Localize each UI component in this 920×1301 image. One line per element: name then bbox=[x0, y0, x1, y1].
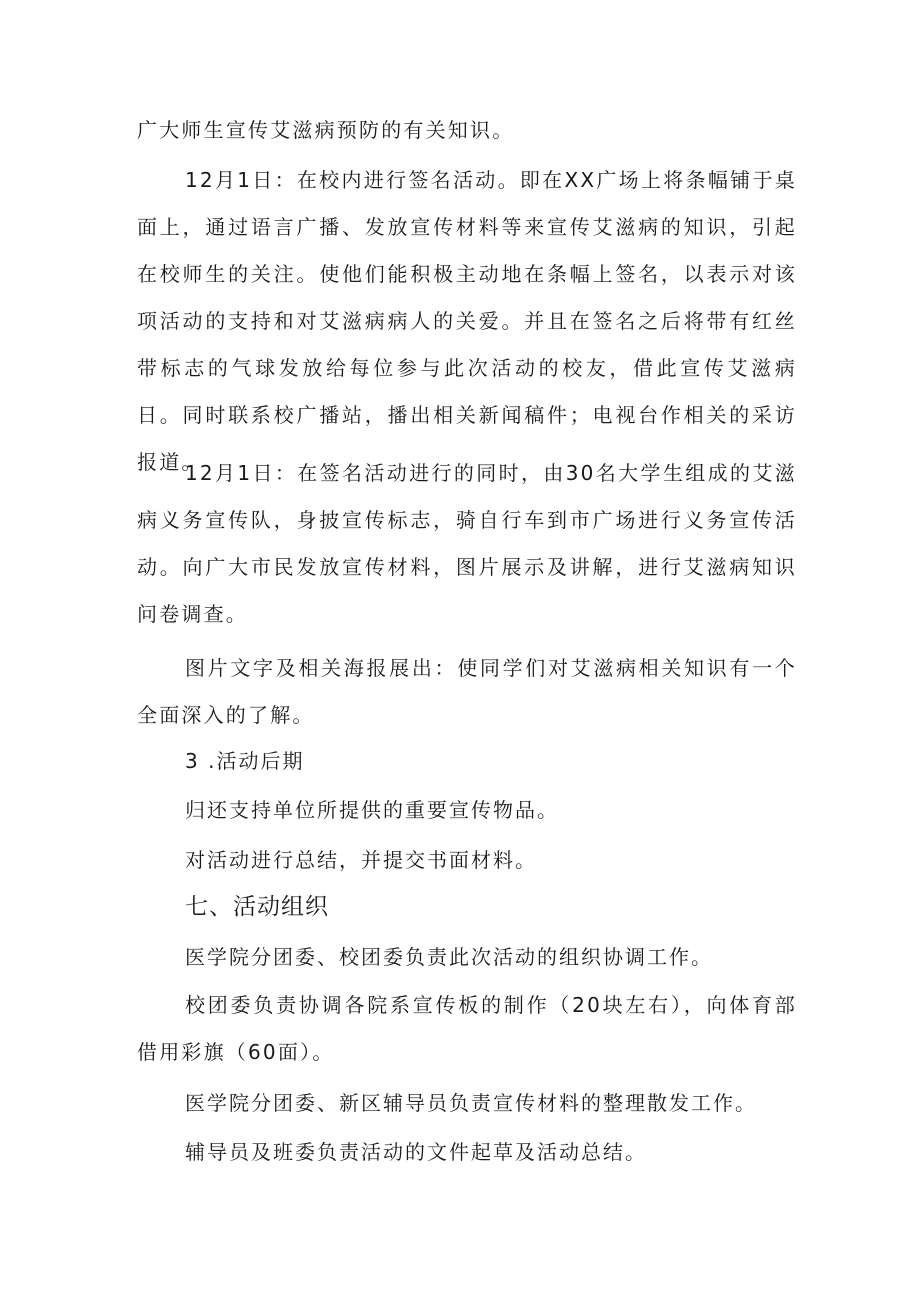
paragraph-boards-flags: 校团委负责协调各院系宣传板的制作（20块左右），向体育部借用彩旗（60面）。 bbox=[137, 993, 797, 1064]
paragraph-coordination: 医学院分团委、校团委负责此次活动的组织协调工作。 bbox=[185, 945, 713, 969]
section-heading-organization: 七、活动组织 bbox=[185, 894, 329, 920]
paragraph-materials-distribution: 医学院分团委、新区辅导员负责宣传材料的整理散发工作。 bbox=[185, 1091, 757, 1115]
paragraph-volunteer-team: 12月1日：在签名活动进行的同时，由30名大学生组成的艾滋病义务宣传队，身披宣传标志，骑自行车到市广场进行义务宣传活动。向广大市民发放宣传材料，图片展示及讲解，进行艾滋病知识问卷调查。 bbox=[137, 461, 797, 626]
paragraph-summary: 对活动进行总结，并提交书面材料。 bbox=[185, 848, 537, 872]
paragraph-drafting: 辅导员及班委负责活动的文件起草及活动总结。 bbox=[185, 1140, 647, 1164]
paragraph-poster-exhibit: 图片文字及相关海报展出：使同学们对艾滋病相关知识有一个全面深入的了解。 bbox=[137, 656, 797, 727]
section-post-activity: 3 .活动后期 bbox=[185, 749, 305, 773]
paragraph-signing-activity: 12月1日：在校内进行签名活动。即在XX广场上将条幅铺于桌面上，通过语言广播、发放宣传材料等来宣传艾滋病的知识，引起在校师生的关注。使他们能积极主动地在条幅上签名，以表示对该项活动的支持和对艾滋病病人的关爱。并且在签名之后将带有红丝带标志的气球发放给每位参与此次活动的校友，借此宣传艾滋病日。同时联系校广播站，播出相关新闻稿件；电视台作相关的采访报道。 bbox=[137, 168, 797, 474]
paragraph-continuation: 广大师生宣传艾滋病预防的有关知识。 bbox=[137, 118, 515, 142]
paragraph-return-items: 归还支持单位所提供的重要宣传物品。 bbox=[185, 798, 559, 822]
